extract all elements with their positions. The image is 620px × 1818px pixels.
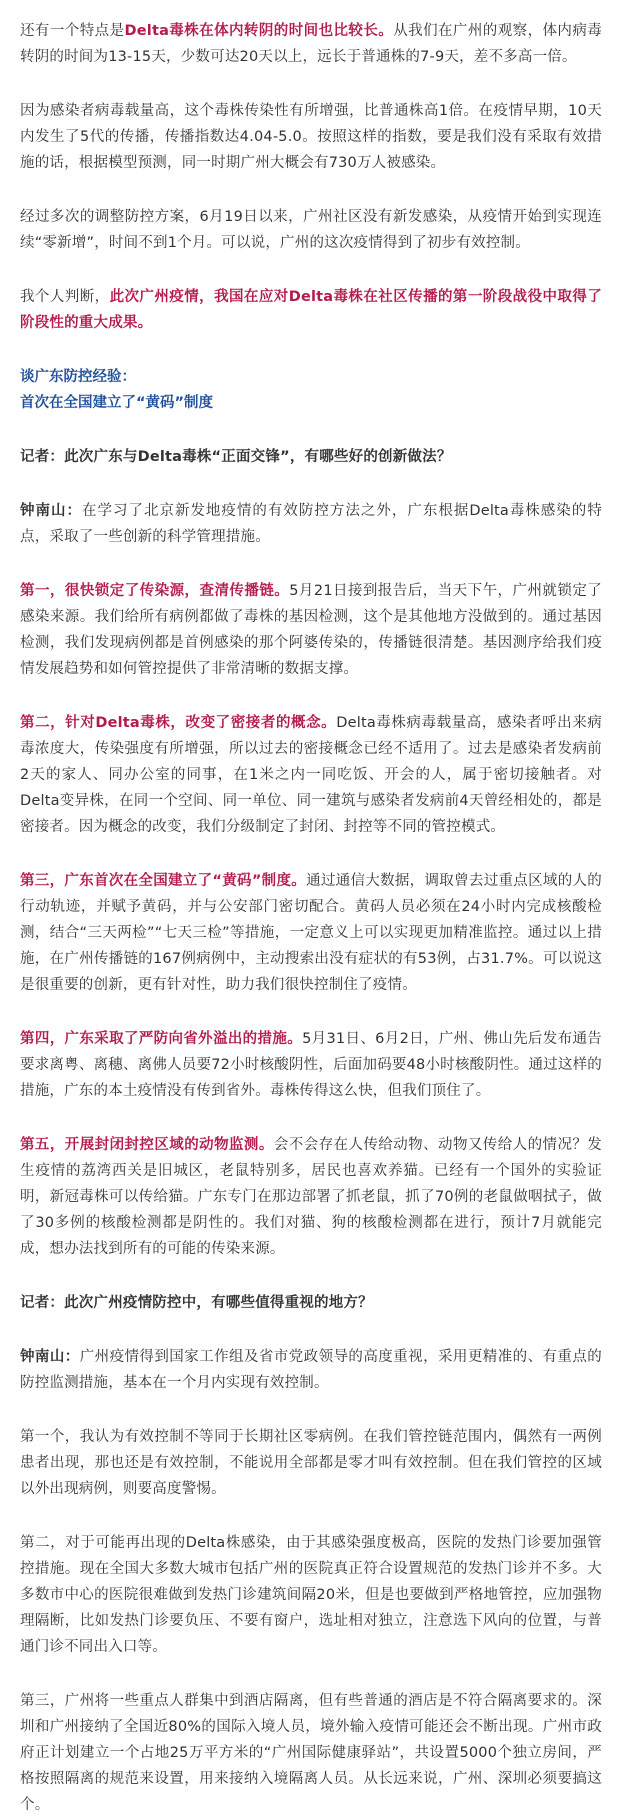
point-third <box>20 868 602 998</box>
point-title: 第二，针对Delta毒株，改变了密接者的概念。 <box>20 715 337 731</box>
point-second <box>20 710 602 840</box>
highlight-text: 此次广州疫情，我国在应对Delta毒株在社区传播的第一阶段战役中取得了阶段性的重大成果。 <box>20 289 602 331</box>
paragraph-zero-new-cases: 经过多次的调整防控方案，6月19日以来，广州社区没有新发感染，从疫情开始到实现连续“零新增”，时间不到1个月。可以说，广州的这次疫情得到了初步有效控制。 <box>20 209 602 251</box>
text-run: Delta毒株病毒载量高，感染者呼出来病毒浓度大，传染强度有所增强，所以过去的密接概念已经不适用了。过去是感染者发病前2天的家人、同办公室的同事，在1米之内一同吃饭、开会的人，属于密切接触者。对Delta变异株，在同一个空间、同一单位、同一建筑与感染者发病前4天曾经相处的，都是密接者。因为概念的改变，我们分级制定了封闭、封控等不同的管控模式。 <box>20 715 603 835</box>
text-run: 从我们在广州的观察，体内病毒转阴的时间为13-15天，少数可达20天以上，远长于普通株的7-9天，差不多高一倍。 <box>20 23 602 65</box>
text-run: 还有一个特点是 <box>20 23 125 39</box>
point-title: 第四，广东采取了严防向省外溢出的措施。 <box>20 1031 303 1047</box>
point-fifth <box>20 1132 602 1262</box>
highlight-text: Delta毒株在体内转阴的时间也比较长。 <box>124 23 394 39</box>
text-run: 通过通信大数据，调取曾去过重点区域的人的行动轨迹，并赋予黄码，并与公安部门密切配合。黄码人员必须在24小时内完成核酸检测，结合“三天两检”“七天三检”等措施，一定意义上可以实现更加精准监控。通过以上措施，在广州传播链的167例病例中，主动搜索出没有症状的有53例，占31.7%。可以说这是很重要的创新，更有针对性，助力我们很快控制住了疫情。 <box>20 873 602 993</box>
text-run: 广州疫情得到国家工作组及省市党政领导的高度重视，采用更精准的、有重点的防控监测措施，基本在一个月内实现有效控制。 <box>20 1349 602 1391</box>
speaker-label: 钟南山： <box>20 503 82 519</box>
section-heading-line1: 谈广东防控经验： <box>20 369 136 385</box>
point-fourth <box>20 1026 602 1104</box>
speaker-label: 钟南山： <box>20 1349 80 1365</box>
point-first <box>20 578 602 682</box>
paragraph-personal-judgement <box>20 284 602 336</box>
answer-1 <box>20 498 602 550</box>
point-title: 第五，开展封闭封控区域的动物监测。 <box>20 1137 274 1153</box>
section-heading <box>20 364 602 416</box>
section-heading-line2: 首次在全国建立了“黄码”制度 <box>20 395 214 411</box>
text-run: 会不会存在人传给动物、动物又传给人的情况？发生疫情的荔湾西关是旧城区，老鼠特别多，居民也喜欢养猫。已经有一个国外的实验证明，新冠毒株可以传给猫。广东专门在那边部署了抓老鼠，抓了70例的老鼠做咽拭子，做了30多例的核酸检测都是阴性的。我们对猫、狗的核酸检测都在进行，预计7月就能完成，想办法找到所有的可能的传染来源。 <box>20 1137 602 1257</box>
point-title: 第一，很快锁定了传染源，查清传播链。 <box>20 583 290 599</box>
answer-2 <box>20 1344 602 1396</box>
text-run: 在学习了北京新发地疫情的有效防控方法之外，广东根据Delta毒株感染的特点，采取了一些创新的科学管理措施。 <box>20 503 602 545</box>
paragraph-delta-clearance <box>20 18 602 70</box>
paragraph-fever-clinics: 第二，对于可能再出现的Delta株感染，由于其感染强度极高，医院的发热门诊要加强管控措施。现在全国大多数大城市包括广州的医院真正符合设置规范的发热门诊并不多。大多数市中心的医院很难做到发热门诊建筑间隔20米，但是也要做到严格地管控，应加强物理隔断，比如发热门诊要负压、不要有窗户，选址相对独立，注意选下风向的位置，与普通门诊不同出入口等。 <box>20 1535 602 1655</box>
text-run: 我个人判断， <box>20 289 110 305</box>
paragraph-transmissibility: 因为感染者病毒载量高，这个毒株传染性有所增强，比普通株高1倍。在疫情早期，10天内发生了5代的传播，传播指数达4.04-5.0。按照这样的指数，要是我们没有采取有效措施的话，根据模型预测，同一时期广州大概会有730万人被感染。 <box>20 103 602 171</box>
reporter-question-2: 记者：此次广州疫情防控中，有哪些值得重视的地方？ <box>20 1295 373 1311</box>
text-run: 5月21日接到报告后，当天下午，广州就锁定了感染来源。我们给所有病例都做了毒株的基因检测，这个是其他地方没做到的。通过基因检测，我们发现病例都是首例感染的那个阿婆传染的，传播链很清楚。基因测序给我们疫情发展趋势和如何管控提供了非常清晰的数据支撑。 <box>20 583 602 677</box>
paragraph-effective-control: 第一个，我认为有效控制不等同于长期社区零病例。在我们管控链范围内，偶然有一两例患者出现，那也还是有效控制，不能说用全部都是零才叫有效控制。但在我们管控的区域以外出现病例，则要高度警惕。 <box>20 1429 602 1497</box>
reporter-question-1: 记者：此次广东与Delta毒株“正面交锋”，有哪些好的创新做法？ <box>20 449 452 465</box>
point-title: 第三，广东首次在全国建立了“黄码”制度。 <box>20 873 307 889</box>
text-run: 5月31日、6月2日，广州、佛山先后发布通告要求离粤、离穗、离佛人员要72小时核酸阴性，后面加码要48小时核酸阴性。通过这样的措施，广东的本土疫情没有传到省外。毒株传得这么快，但我们顶住了。 <box>20 1031 602 1099</box>
paragraph-quarantine-hotels: 第三，广州将一些重点人群集中到酒店隔离，但有些普通的酒店是不符合隔离要求的。深圳和广州接纳了全国近80%的国际入境人员，境外输入疫情可能还会不断出现。广州市政府正计划建立一个占地25万平方米的“广州国际健康驿站”，共设置5000个独立房间，严格按照隔离的规范来设置，用来接纳入境隔离人员。从长远来说，广州、深圳必须要搞这个。 <box>20 1693 602 1813</box>
